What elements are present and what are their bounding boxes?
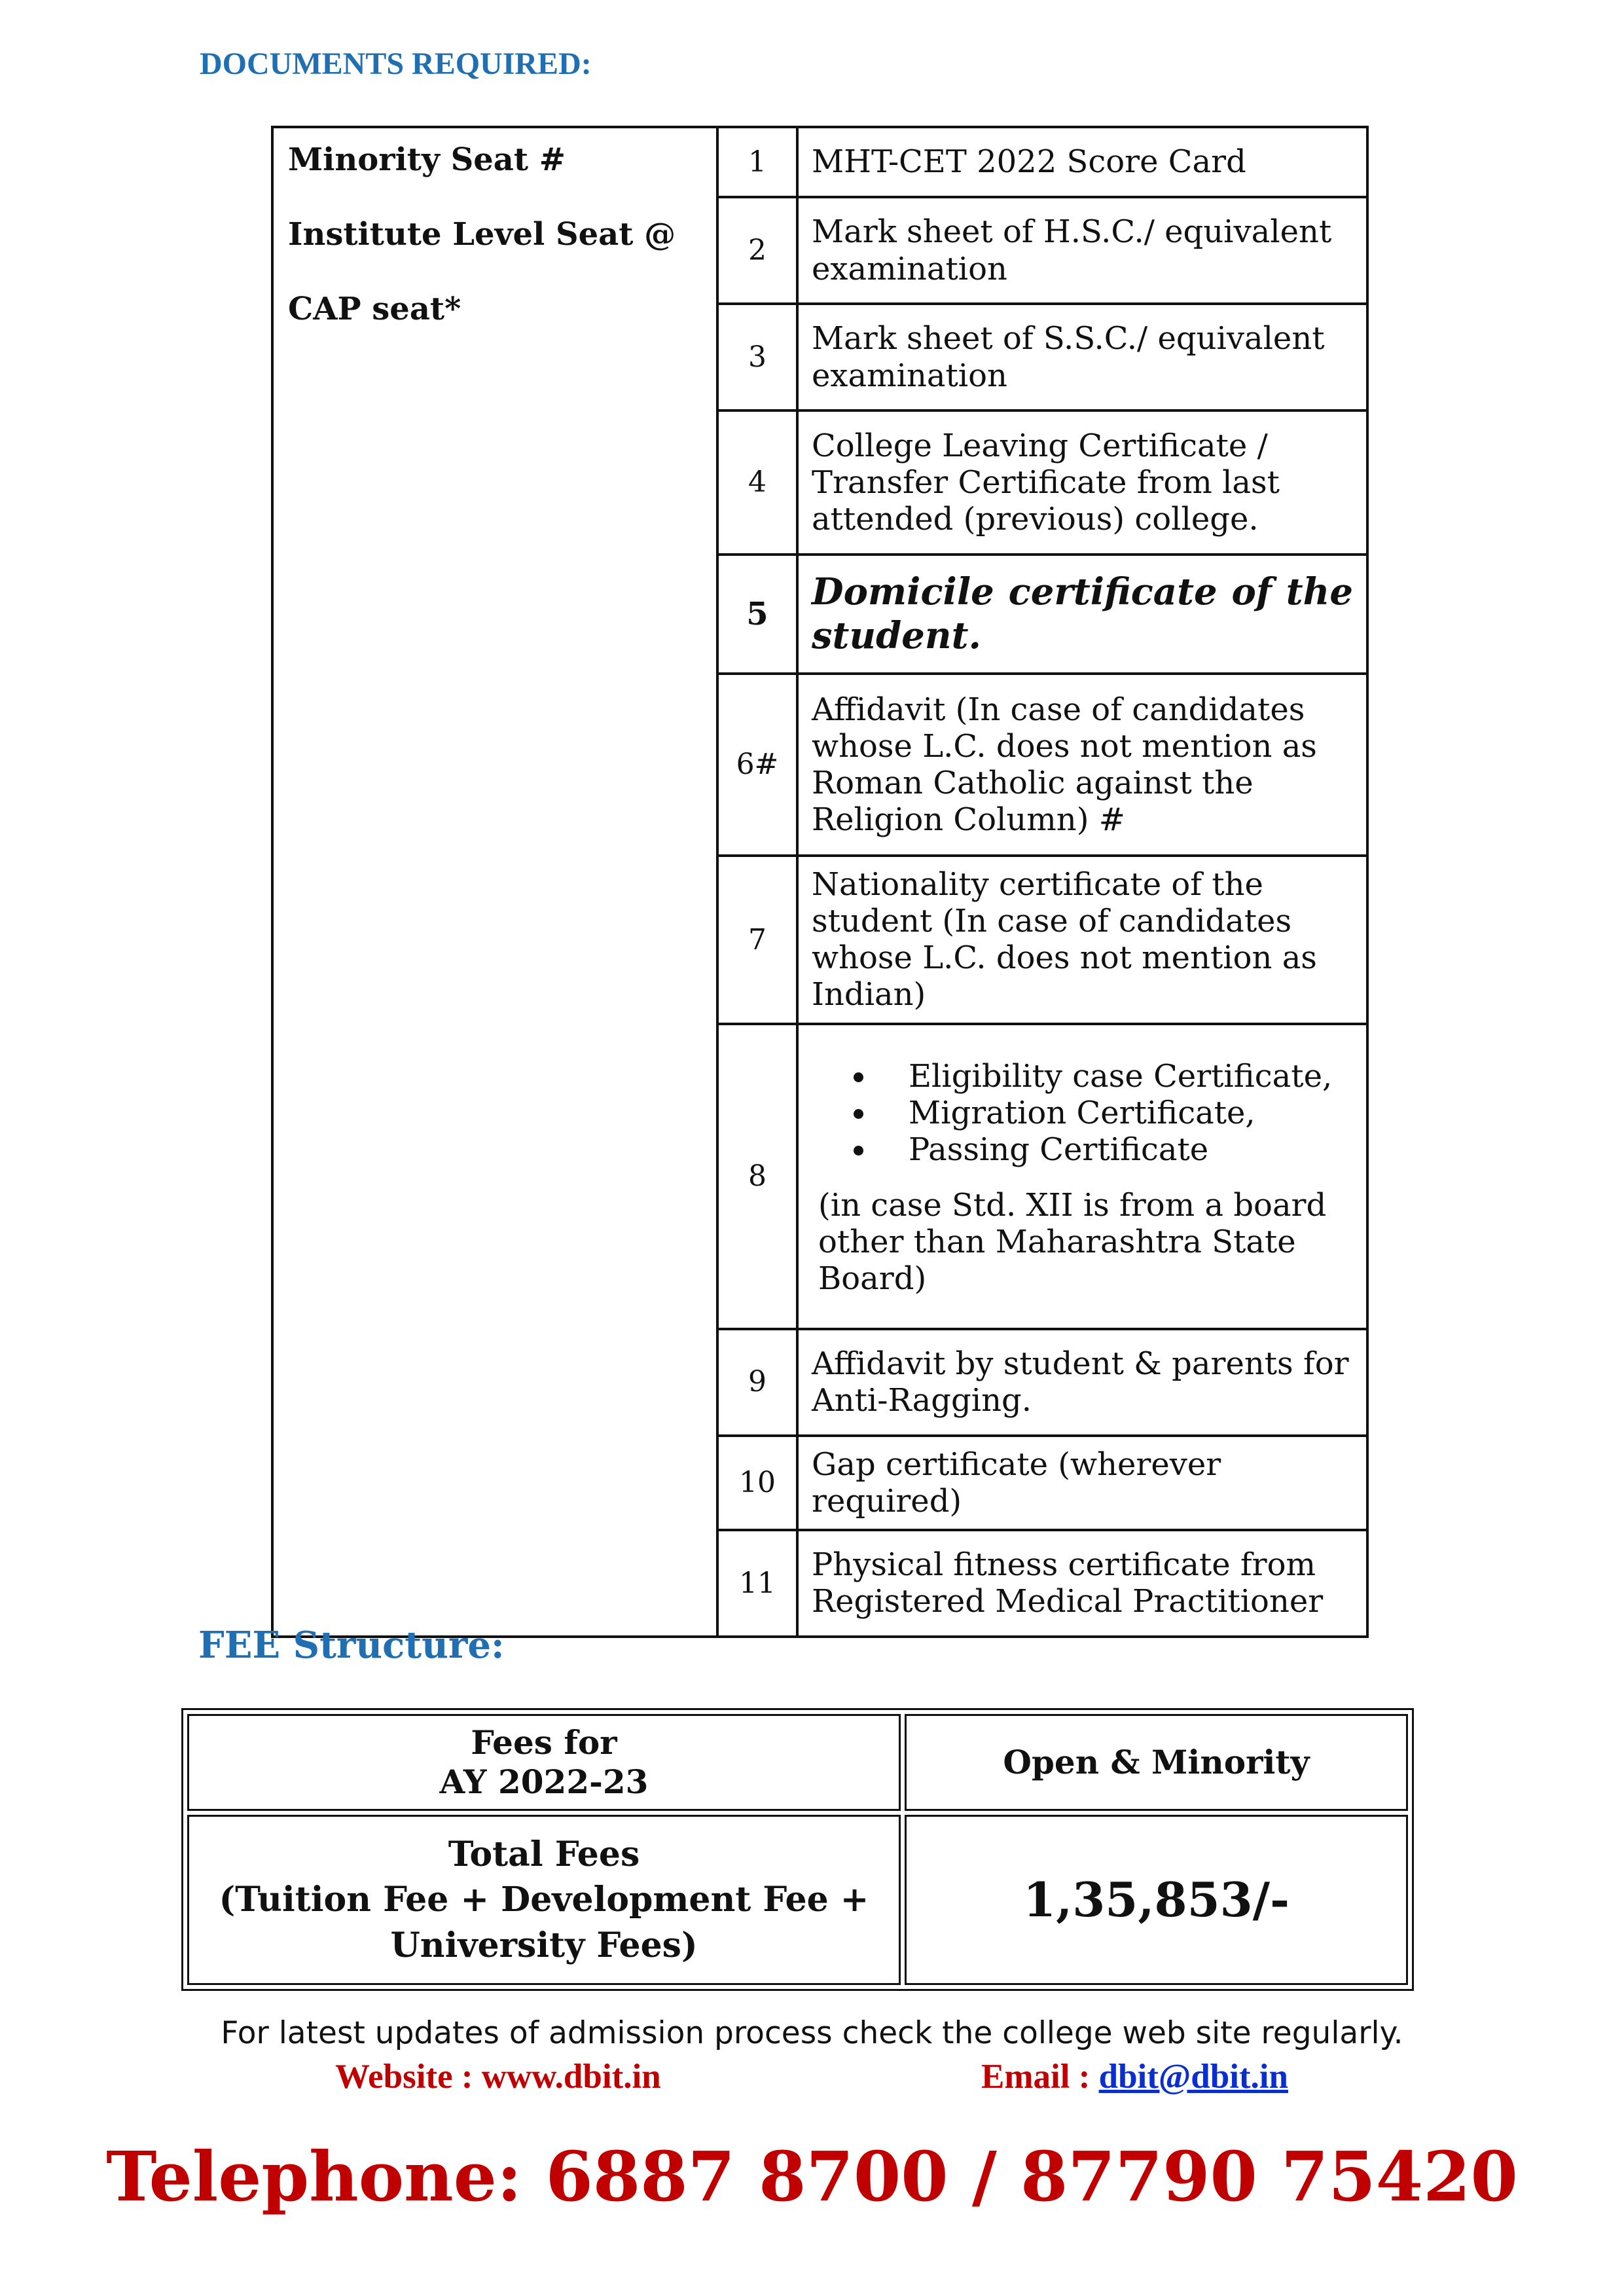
board-note: (in case Std. XII is from a board other than Maharashtra State Board) — [818, 1186, 1327, 1297]
seat-categories — [272, 127, 717, 1637]
fees-for-header — [187, 1714, 901, 1811]
doc-description: MHT-CET 2022 Score Card — [797, 127, 1367, 197]
total-fees-title: Total Fees — [448, 1834, 640, 1875]
website-link[interactable]: Website : www.dbit.in — [335, 2058, 661, 2096]
doc-number: 5 — [717, 555, 797, 674]
doc-description: Physical fitness certificate from Registered Medical Practitioner — [797, 1530, 1367, 1637]
doc-number: 2 — [717, 197, 797, 304]
email-link[interactable]: dbit@dbit.in — [1098, 2058, 1289, 2096]
email-line — [981, 2057, 1288, 2096]
telephone-numbers: Telephone: 6887 8700 / 87790 75420 — [106, 2136, 1518, 2217]
table-row — [187, 1714, 1408, 1811]
doc-description: Mark sheet of S.S.C./ equivalent examination — [797, 304, 1367, 410]
doc-number: 4 — [717, 410, 797, 555]
total-fee-amount: 1,35,853/- — [905, 1815, 1408, 1985]
doc-number: 3 — [717, 304, 797, 410]
doc-description: Nationality certificate of the student (In case of candidates whose L.C. does not mention as Indian) — [797, 856, 1367, 1024]
doc-number: 7 — [717, 856, 797, 1024]
doc-number: 9 — [717, 1329, 797, 1436]
list-item: • Migration Certificate, — [877, 1095, 1353, 1131]
certificate-list — [812, 1058, 1353, 1168]
doc-number: 6# — [717, 674, 797, 856]
total-fees-label — [187, 1815, 901, 1985]
table-row — [187, 1815, 1408, 1985]
fees-for-label: Fees for — [471, 1723, 617, 1762]
email-label: Email : — [981, 2058, 1099, 2096]
doc-description: Mark sheet of H.S.C./ equivalent examination — [797, 197, 1367, 304]
category-minority-seat: Minority Seat # — [288, 141, 566, 178]
doc-description: Affidavit (In case of candidates whose L.C. does not mention as Roman Catholic against the Religion Column) # — [797, 674, 1367, 856]
fee-structure-heading: FEE Structure: — [198, 1624, 505, 1667]
doc-description: College Leaving Certificate / Transfer Certificate from last attended (previous) college. — [797, 410, 1367, 555]
doc-description: Gap certificate (wherever required) — [797, 1436, 1367, 1530]
category-cap-seat: CAP seat* — [288, 291, 461, 328]
doc-description — [797, 1024, 1367, 1329]
documents-table — [271, 126, 1369, 1638]
doc-description: Domicile certificate of the student. — [797, 555, 1367, 674]
doc-number: 10 — [717, 1436, 797, 1530]
doc-number: 8 — [717, 1024, 797, 1329]
doc-number: 11 — [717, 1530, 797, 1637]
category-header: Open & Minority — [905, 1714, 1408, 1811]
doc-number: 1 — [717, 127, 797, 197]
fee-components-line2: University Fees) — [390, 1925, 698, 1965]
list-item: • Passing Certificate — [877, 1131, 1353, 1168]
documents-heading: DOCUMENTS REQUIRED: — [200, 46, 592, 81]
fee-components-line1: (Tuition Fee + Development Fee + — [219, 1880, 869, 1920]
list-item: • Eligibility case Certificate, — [877, 1058, 1353, 1095]
category-institute-level-seat: Institute Level Seat @ — [288, 216, 676, 253]
doc-description: Affidavit by student & parents for Anti-Ragging. — [797, 1329, 1367, 1436]
fee-table — [181, 1708, 1414, 1991]
academic-year: AY 2022-23 — [439, 1762, 649, 1801]
updates-note: For latest updates of admission process check the college web site regularly. — [221, 2015, 1403, 2051]
table-row — [272, 127, 1367, 197]
